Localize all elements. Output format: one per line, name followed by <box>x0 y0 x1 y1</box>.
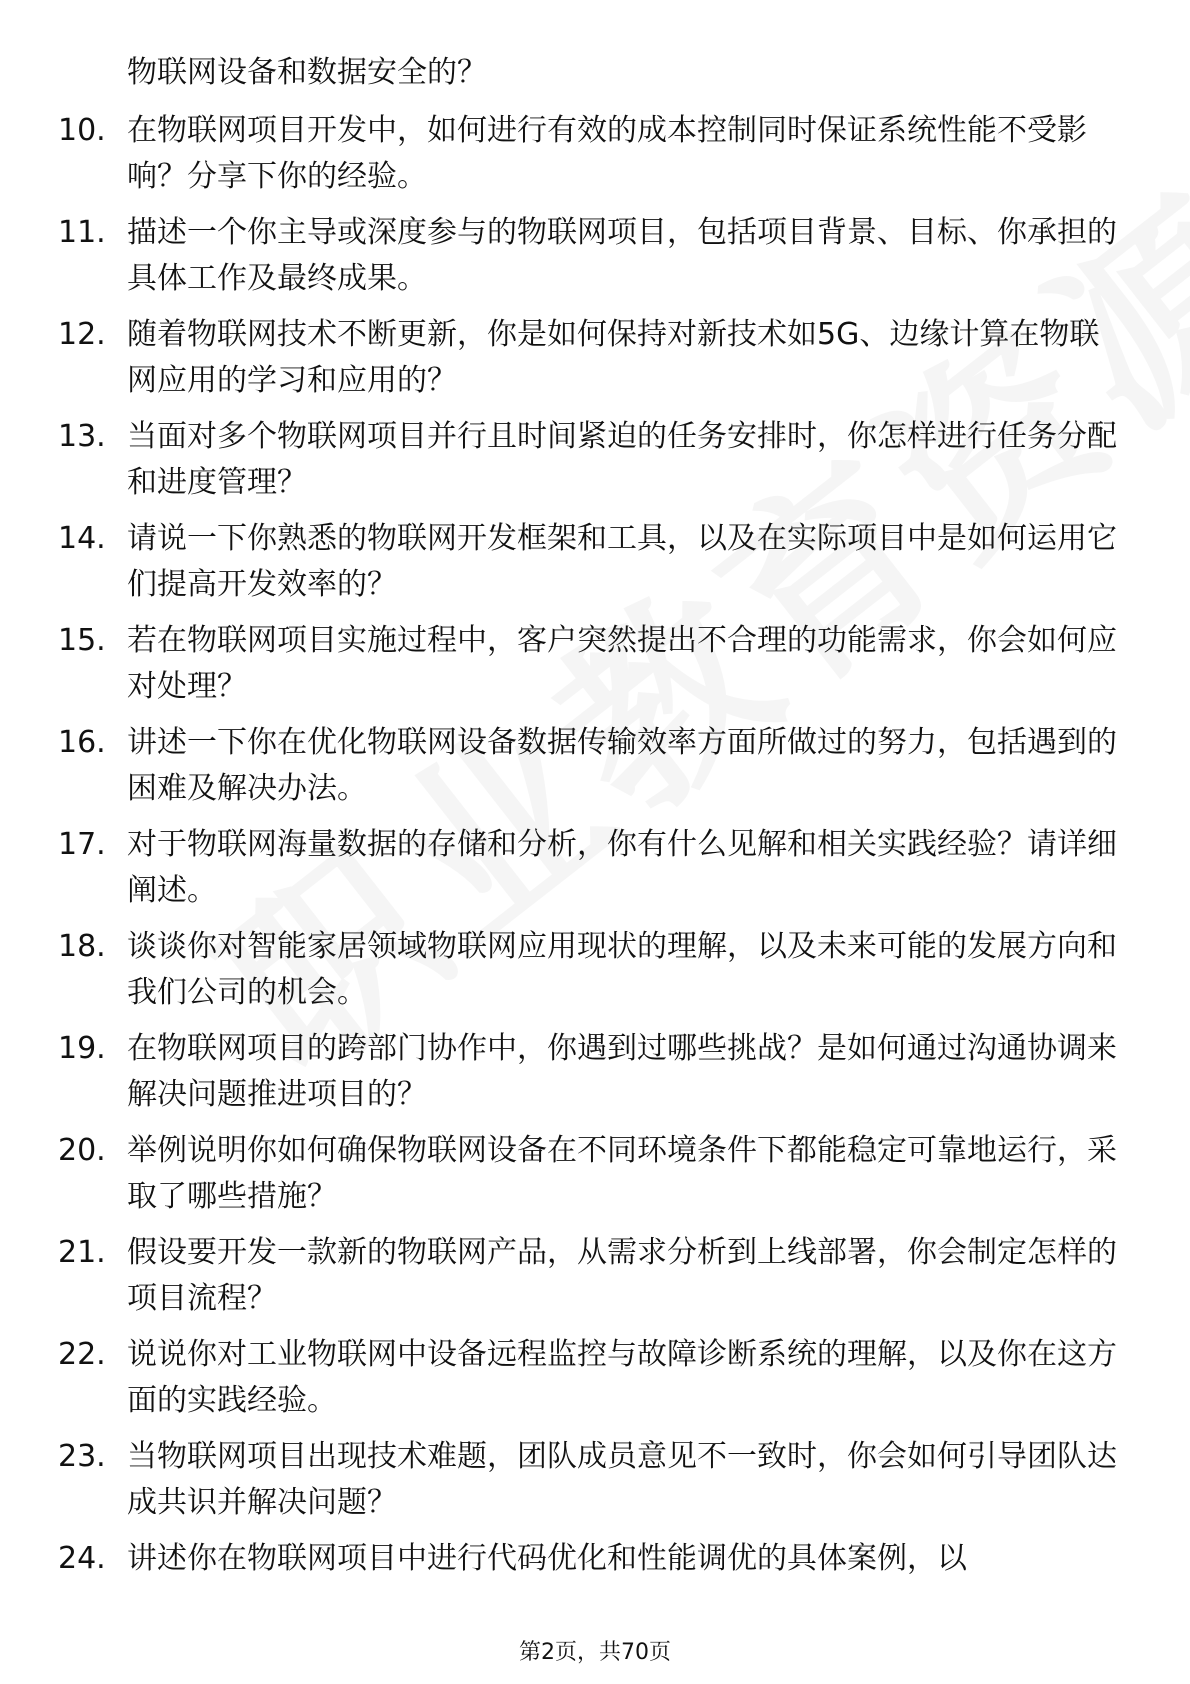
question-item <box>0 618 1190 720</box>
question-item <box>0 210 1190 312</box>
question-number: 13. <box>58 419 106 454</box>
question-text: 在物联网项目开发中，如何进行有效的成本控制同时保证系统性能不受影响？分享下你的经验。 <box>127 113 1087 194</box>
question-number: 18. <box>58 929 106 964</box>
question-item <box>0 822 1190 924</box>
question-text: 举例说明你如何确保物联网设备在不同环境条件下都能稳定可靠地运行，采取了哪些措施？ <box>127 1133 1117 1214</box>
page-footer: 第2页，共70页 <box>519 1640 671 1665</box>
question-number: 20. <box>58 1133 106 1168</box>
question-item <box>0 312 1190 414</box>
question-text: 讲述你在物联网项目中进行代码优化和性能调优的具体案例，以 <box>127 1541 967 1576</box>
question-number: 23. <box>58 1439 106 1474</box>
question-number: 22. <box>58 1337 106 1372</box>
question-text: 说说你对工业物联网中设备远程监控与故障诊断系统的理解，以及你在这方面的实践经验。 <box>127 1337 1117 1418</box>
question-text: 对于物联网海量数据的存储和分析，你有什么见解和相关实践经验？请详细阐述。 <box>127 827 1117 908</box>
question-text: 随着物联网技术不断更新，你是如何保持对新技术如5G、边缘计算在物联网应用的学习和应用的？ <box>127 317 1100 398</box>
question-item <box>0 1128 1190 1230</box>
question-text: 讲述一下你在优化物联网设备数据传输效率方面所做过的努力，包括遇到的困难及解决办法。 <box>127 725 1117 806</box>
question-number: 19. <box>58 1031 106 1066</box>
question-item <box>0 720 1190 822</box>
question-item <box>0 1230 1190 1332</box>
question-number: 11. <box>58 215 106 250</box>
question-text: 请说一下你熟悉的物联网开发框架和工具，以及在实际项目中是如何运用它们提高开发效率的？ <box>127 521 1117 602</box>
question-number: 21. <box>58 1235 106 1270</box>
question-continuation: 物联网设备和数据安全的？ <box>127 55 487 90</box>
question-item <box>0 516 1190 618</box>
question-text: 若在物联网项目实施过程中，客户突然提出不合理的功能需求，你会如何应对处理？ <box>127 623 1117 704</box>
question-number: 17. <box>58 827 106 862</box>
question-text: 当面对多个物联网项目并行且时间紧迫的任务安排时，你怎样进行任务分配和进度管理？ <box>127 419 1117 500</box>
question-item <box>0 924 1190 1026</box>
question-number: 10. <box>58 113 106 148</box>
question-text: 谈谈你对智能家居领域物联网应用现状的理解，以及未来可能的发展方向和我们公司的机会。 <box>127 929 1117 1010</box>
question-item <box>0 1332 1190 1434</box>
question-text: 假设要开发一款新的物联网产品，从需求分析到上线部署，你会制定怎样的项目流程？ <box>127 1235 1117 1316</box>
question-item <box>0 1434 1190 1536</box>
question-item <box>0 108 1190 210</box>
question-item <box>0 1026 1190 1128</box>
question-item <box>0 1536 1190 1638</box>
question-text: 当物联网项目出现技术难题，团队成员意见不一致时，你会如何引导团队达成共识并解决问题？ <box>127 1439 1117 1520</box>
question-text: 描述一个你主导或深度参与的物联网项目，包括项目背景、目标、你承担的具体工作及最终成果。 <box>127 215 1117 296</box>
question-number: 14. <box>58 521 106 556</box>
question-item <box>0 414 1190 516</box>
question-text: 在物联网项目的跨部门协作中，你遇到过哪些挑战？是如何通过沟通协调来解决问题推进项目的？ <box>127 1031 1117 1112</box>
question-number: 24. <box>58 1541 106 1576</box>
question-number: 15. <box>58 623 106 658</box>
question-number: 12. <box>58 317 106 352</box>
question-number: 16. <box>58 725 106 760</box>
question-list <box>0 108 1190 1638</box>
